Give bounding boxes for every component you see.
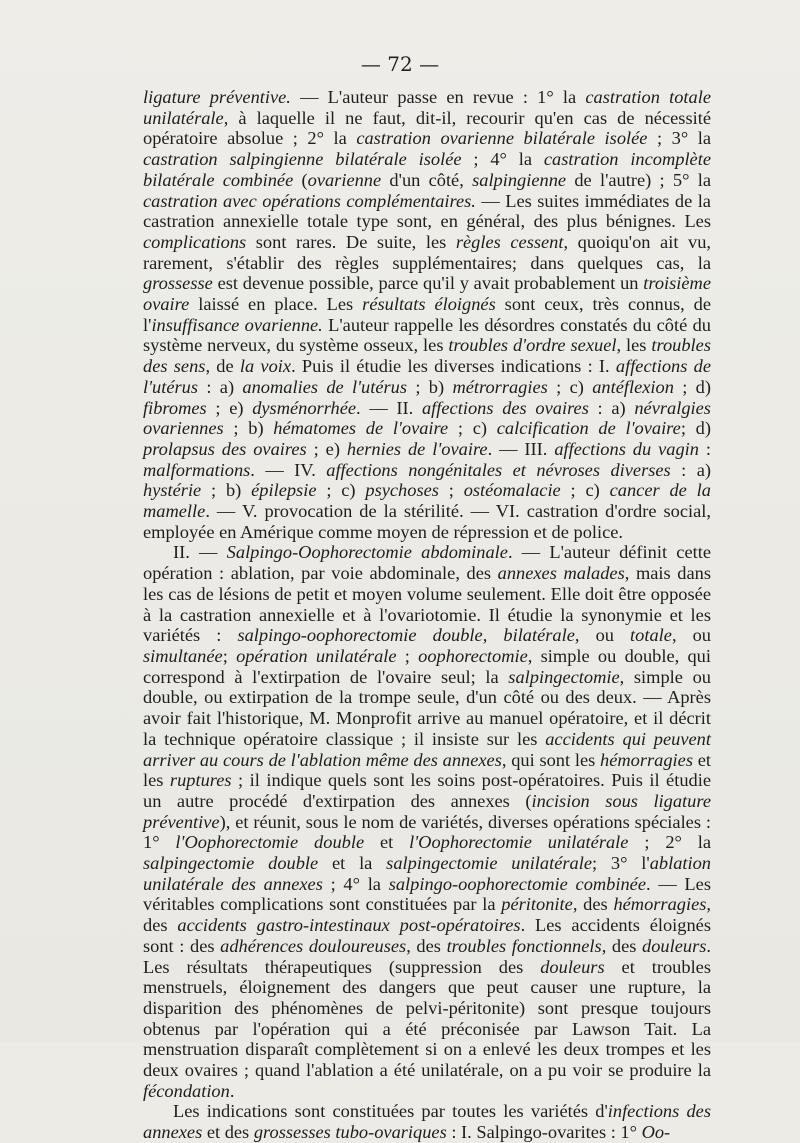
italic-run: affections des ovaires: [421, 397, 589, 418]
text-run: Les indications sont constituées par toutes les variétés d': [173, 1101, 608, 1122]
italic-run: salpingo-oophorectomie double: [237, 625, 483, 646]
text-run: ; b): [223, 418, 274, 439]
text-run: d'un côté,: [381, 169, 473, 190]
body-text: [143, 87, 711, 1143]
italic-run: bilatérale: [503, 625, 575, 646]
text-run: ; 3° la: [647, 128, 712, 149]
text-run: , simple ou double, qui correspond à l'extirpation de l'ovaire seul; la: [143, 645, 711, 687]
text-run: . Les accidents éloignés sont : des: [143, 915, 711, 956]
text-run: et: [364, 832, 410, 853]
text-run: , simple ou double, ou extirpation de la trompe seule, d'un côté ou des deux. — Après avoir fait l'historique, M. Monprofit arrive au manuel opératoire, et il décrit la technique opératoire classique ; il insiste sur les: [143, 666, 711, 749]
italic-run: épilepsie: [251, 480, 317, 501]
italic-run: fibromes: [143, 397, 207, 418]
text-run: .: [229, 1080, 235, 1101]
italic-run: hernies de l'ovaire: [346, 438, 488, 459]
text-run: . — IV.: [250, 459, 327, 480]
text-run: ;: [438, 480, 464, 501]
text-run: , mais dans les cas de lésions de petit et moyen volume seulement. Elle doit être opposée à la castration annexielle et à l'ovariotomie. Il étudie la synonymie et les variétés :: [143, 563, 711, 646]
italic-run: incision sous ligature préventive: [143, 790, 712, 832]
text-run: ; 4° la: [322, 873, 389, 894]
text-run: ; 3° l': [592, 853, 650, 874]
text-run: ; il indique quels sont les soins post-opératoires. Puis il étudie un autre procédé d'extirpation des annexes (: [143, 770, 711, 811]
italic-run: troisième ovaire: [143, 273, 711, 315]
italic-run: troubles fonctionnels: [446, 935, 602, 956]
text-run: ; c): [547, 376, 593, 397]
text-run: L'auteur rappelle les désordres constatés du côté du système nerveux, du système osseux, les: [143, 314, 711, 356]
italic-run: castration salpingienne bilatérale isolée: [143, 149, 462, 170]
italic-run: anomalies de l'utérus: [242, 376, 408, 397]
italic-run: affections du vagin: [554, 438, 699, 459]
text-run: . — V. provocation de la stérilité. — VI. castration d'ordre social, employée en Amérique comme moyen de répression et de police.: [143, 501, 711, 542]
page-number: — 72 —: [360, 52, 440, 76]
text-run: — Les suites immédiates de la castration annexielle totale type sont, en général, des plus bénignes. Les: [143, 190, 711, 232]
text-run: ; b): [201, 480, 252, 501]
text-run: et des: [202, 1122, 254, 1143]
text-run: . — Les véritables complications sont constituées par la: [143, 873, 711, 915]
italic-run: troubles des sens: [143, 335, 711, 377]
italic-run: douleurs: [642, 935, 707, 956]
text-run: , quoiqu'on ait vu, rarement, s'établir des règles supplémentaires; dans quelques cas, la: [143, 231, 711, 273]
text-run: : a): [670, 459, 711, 480]
italic-run: hématomes de l'ovaire: [273, 418, 449, 439]
text-run: , des: [406, 935, 447, 956]
italic-run: ostéomalacie: [463, 480, 561, 501]
italic-run: dysménorrhée: [252, 397, 357, 418]
text-run: ,: [482, 625, 504, 646]
text-run: , ou: [671, 625, 712, 646]
text-run: de l'autre) ; 5° la: [566, 169, 711, 190]
italic-run: castration incomplète bilatérale combinée: [143, 149, 711, 190]
italic-run: accidents gastro-intestinaux post-opératoires: [177, 915, 521, 936]
text-run: :: [698, 438, 711, 459]
italic-run: infections des annexes: [143, 1101, 711, 1143]
italic-run: salpingectomie unilatérale: [386, 853, 592, 874]
italic-run: antéflexion: [592, 376, 674, 397]
italic-run: névralgies ovariennes: [143, 397, 711, 439]
italic-run: la voix: [239, 356, 292, 377]
text-run: , des: [601, 935, 643, 956]
italic-run: castration totale unilatérale: [143, 87, 711, 128]
italic-run: opération unilatérale: [236, 645, 397, 666]
italic-run: salpingienne: [472, 169, 567, 190]
italic-run: affections nongénitales et névroses diverses: [326, 459, 671, 480]
italic-run: totale: [630, 625, 672, 646]
text-run: . — III.: [487, 438, 555, 459]
italic-run: ruptures: [169, 770, 232, 791]
italic-run: ligature préventive.: [143, 87, 291, 107]
text-run: ;: [222, 645, 237, 666]
text-run: : a): [588, 397, 635, 418]
text-run: : I. Salpingo-ovarites : 1°: [446, 1122, 642, 1143]
text-run: ; 4° la: [461, 149, 544, 170]
text-run: II. —: [173, 542, 227, 563]
text-run: . — II.: [356, 397, 422, 418]
italic-run: annexes malades: [497, 563, 625, 584]
text-run: ; c): [448, 418, 497, 439]
text-run: : a): [198, 376, 243, 397]
italic-run: salpingectomie double: [143, 853, 319, 874]
text-run: , qui sont les: [501, 749, 601, 770]
text-run: ; 2° la: [628, 832, 712, 853]
paragraph-indications: [143, 1101, 711, 1142]
italic-run: castration avec opérations complémentaires.: [143, 190, 476, 211]
italic-run: douleurs: [540, 956, 605, 977]
text-run: et troubles menstruels, éloignement des dangers que peut causer une rupture, la disparition des phénomènes de pelvi-péritonite) sont presque toujours obtenus par l'opération qui a été préconisée par Lawson Tait. La menstruation disparaît complètement si on a enlevé les deux trompes et les deux ovaires ; quand l'ablation a été unilatérale, on a pu voir se produire la: [143, 956, 711, 1081]
italic-run: adhérences douloureuses: [220, 935, 407, 956]
italic-run: simultanée: [143, 645, 223, 666]
italic-run: grossesses tubo-ovariques: [253, 1122, 447, 1143]
text-run: , les: [616, 335, 652, 356]
italic-run: complications: [143, 231, 247, 252]
text-run: ; b): [407, 376, 453, 397]
text-run: , ou: [574, 625, 631, 646]
text-run: ; e): [306, 438, 347, 459]
text-run: (: [293, 169, 308, 190]
italic-run: hémorragies: [600, 749, 693, 770]
text-run: , des: [572, 894, 614, 915]
italic-run: salpingo-oophorectomie combinée: [388, 873, 646, 894]
paragraph-salpingo-oophorectomie: [143, 542, 711, 1101]
text-run: , des: [143, 894, 712, 936]
italic-run: l'Oophorectomie unilatérale: [409, 832, 629, 853]
italic-run: prolapsus des ovaires: [143, 438, 307, 459]
text-run: , de: [205, 356, 240, 377]
italic-run: ablation unilatérale des annexes: [143, 853, 711, 894]
text-run: et la: [318, 853, 387, 874]
italic-run: malformations: [143, 459, 251, 480]
italic-run: grossesse: [143, 273, 213, 294]
italic-run: fécondation: [143, 1080, 230, 1101]
italic-run: troubles d'ordre sexuel: [448, 335, 617, 356]
italic-run: salpingectomie: [508, 666, 620, 687]
italic-run: péritonite: [501, 894, 573, 915]
italic-run: Oo-: [641, 1122, 671, 1143]
text-run: ; c): [560, 480, 610, 501]
text-run: ;: [396, 645, 419, 666]
italic-run: accidents qui peuvent arriver au cours de l'ablation même des annexes: [143, 728, 711, 770]
italic-run: métrorragies: [452, 376, 548, 397]
italic-run: calcification de l'ovaire: [496, 418, 681, 439]
text-run: . Les résultats thérapeutiques (suppression des: [143, 935, 712, 977]
text-run: . — L'auteur définit cette opération : ablation, par voie abdominale, des: [143, 542, 711, 584]
italic-run: affections de l'utérus: [143, 356, 711, 397]
text-run: ), et réunit, sous le nom de variétés, diverses opérations spéciales : 1°: [143, 811, 711, 853]
text-run: . Puis il étudie les diverses indications : I.: [291, 356, 616, 377]
text-run: — L'auteur passe en revue : 1° la: [290, 87, 586, 107]
italic-run: castration ovarienne bilatérale isolée: [356, 128, 648, 149]
text-run: ; d): [680, 418, 711, 439]
text-run: ; d): [673, 376, 711, 397]
text-run: ; c): [316, 480, 366, 501]
italic-run: insuffisance ovarienne.: [151, 314, 323, 335]
text-run: ; e): [206, 397, 253, 418]
italic-run: oophorectomie: [418, 645, 528, 666]
paragraph-castration: [143, 87, 711, 542]
italic-run: psychoses: [365, 480, 439, 501]
text-run: laissé en place. Les: [189, 294, 363, 315]
text-run: est devenue possible, parce qu'il y avait probablement un: [212, 273, 644, 294]
italic-run: l'Oophorectomie double: [175, 832, 365, 853]
italic-run: ovarienne: [307, 169, 382, 190]
text-run: et les: [143, 749, 711, 791]
text-run: sont rares. De suite, les: [246, 231, 456, 252]
italic-run: résultats éloignés: [362, 294, 496, 315]
italic-run: hystérie: [143, 480, 202, 501]
italic-run: hémorragies: [613, 894, 707, 915]
italic-run: cancer de la mamelle: [143, 480, 711, 522]
text-run: sont ceux, très connus, de l': [143, 294, 711, 335]
text-run: , à laquelle il ne faut, dit-il, recourir qu'en cas de nécessité opératoire absolue ; 2° la: [143, 107, 711, 149]
italic-run: règles cessent: [455, 231, 564, 252]
italic-run: Salpingo-Oophorectomie abdominale: [226, 542, 508, 563]
